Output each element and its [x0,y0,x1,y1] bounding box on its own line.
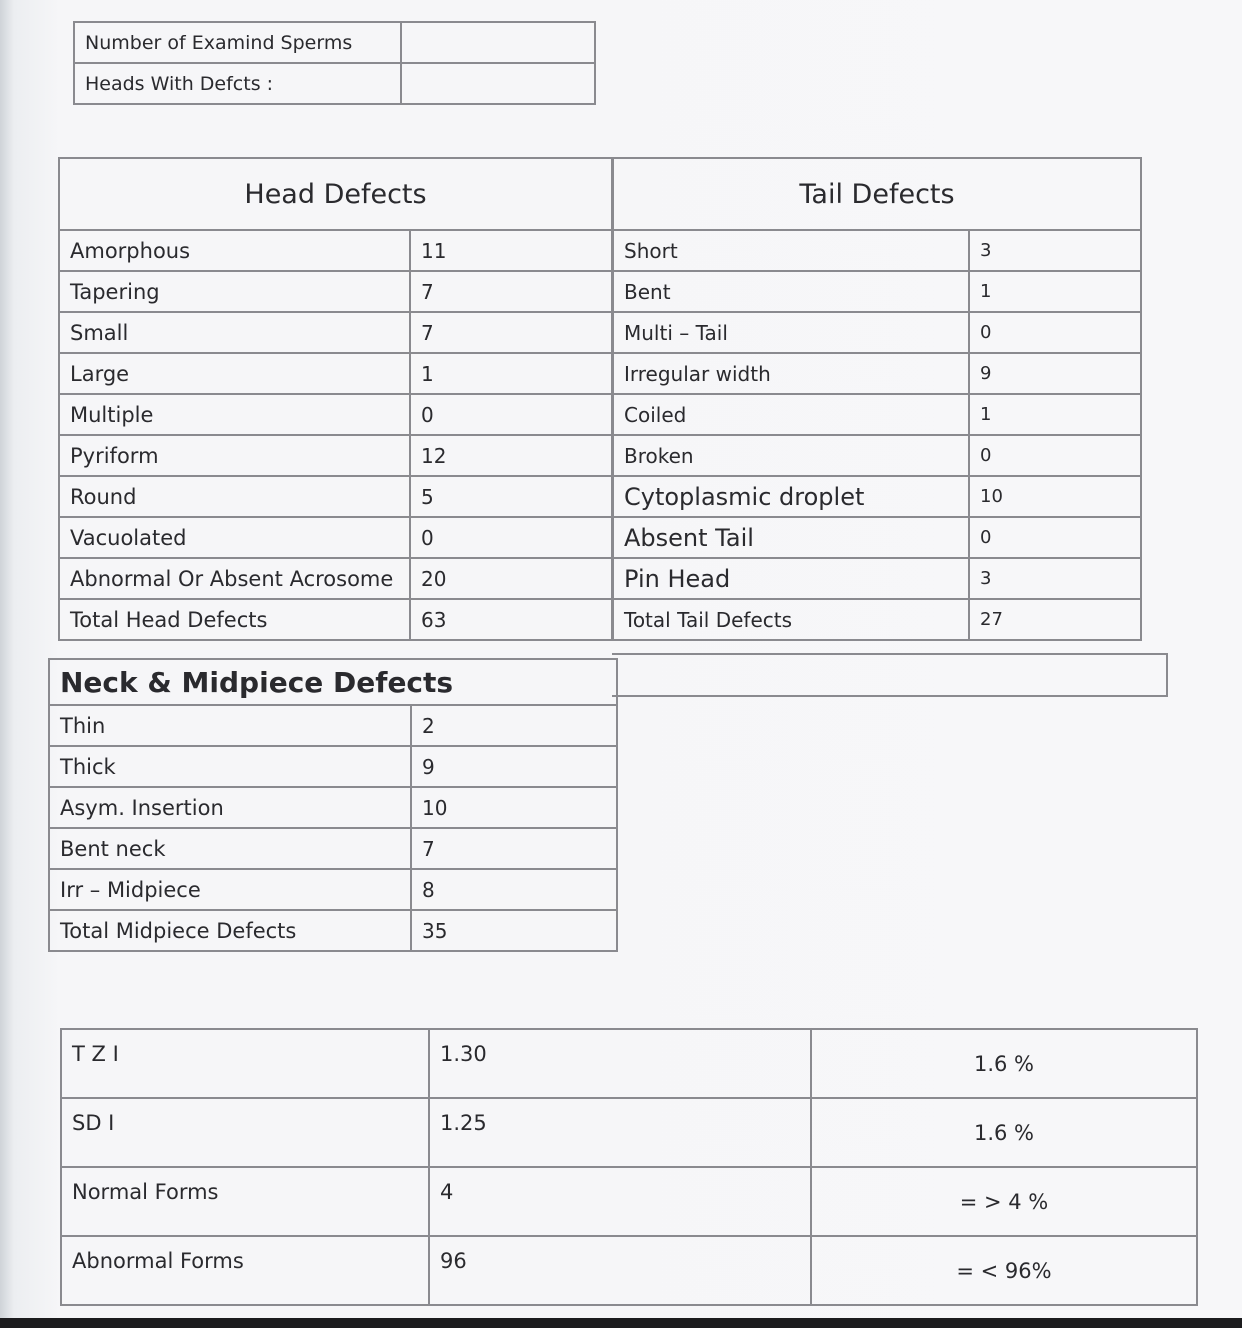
neck-row-value: 7 [411,828,617,869]
head-total-label: Total Head Defects [59,599,410,640]
tail-defects-title: Tail Defects [613,158,1141,230]
head-total-value: 63 [410,599,612,640]
tail-row-label: Absent Tail [613,517,969,558]
head-row-value: 7 [410,271,612,312]
table-total-row [59,599,612,640]
bottom-edge [0,1318,1242,1328]
neck-row-label: Irr – Midpiece [49,869,411,910]
tail-row-label: Pin Head [613,558,969,599]
head-row-value: 0 [410,517,612,558]
examined-sperms-label: Number of Examind Sperms [74,22,401,63]
table-row [613,517,1141,558]
tail-row-value: 1 [969,394,1141,435]
head-row-label: Small [59,312,410,353]
table-row [59,476,612,517]
normal-forms-value: 4 [429,1167,811,1236]
table-row [59,230,612,271]
table-row [49,869,617,910]
tail-row-label: Multi – Tail [613,312,969,353]
table-row [59,558,612,599]
neck-midpiece-defects-table [48,658,618,952]
table-header-row [49,659,617,705]
neck-midpiece-title: Neck & Midpiece Defects [49,659,617,705]
tail-row-label: Bent [613,271,969,312]
tail-total-label: Total Tail Defects [613,599,969,640]
table-row [49,746,617,787]
neck-row-value: 9 [411,746,617,787]
tail-row-value: 0 [969,517,1141,558]
tail-row-label: Cytoplasmic droplet [613,476,969,517]
tail-row-label: Short [613,230,969,271]
table-row [59,435,612,476]
head-row-label: Amorphous [59,230,410,271]
tail-row-label: Irregular width [613,353,969,394]
head-defects-title: Head Defects [59,158,612,230]
table-row [59,394,612,435]
table-row [59,353,612,394]
table-row [613,353,1141,394]
head-row-value: 7 [410,312,612,353]
table-row [74,22,595,63]
head-row-label: Vacuolated [59,517,410,558]
head-row-value: 1 [410,353,612,394]
sample-info-table [73,21,596,105]
tzi-label: T Z I [61,1029,429,1098]
tail-row-value: 0 [969,312,1141,353]
neck-title-extension [612,653,1168,697]
tail-total-value: 27 [969,599,1141,640]
table-total-row [613,599,1141,640]
head-row-label: Tapering [59,271,410,312]
table-row [49,705,617,746]
table-row [61,1167,1197,1236]
tail-row-value: 3 [969,230,1141,271]
sdi-reference: 1.6 % [811,1098,1197,1167]
table-row [61,1029,1197,1098]
tail-row-value: 3 [969,558,1141,599]
table-total-row [49,910,617,951]
head-row-label: Large [59,353,410,394]
tail-row-label: Coiled [613,394,969,435]
neck-row-value: 2 [411,705,617,746]
neck-row-value: 10 [411,787,617,828]
table-row [59,271,612,312]
tail-row-label: Broken [613,435,969,476]
head-defects-table [58,157,613,641]
table-row [613,435,1141,476]
heads-with-defects-label: Heads With Defcts : [74,63,401,104]
tzi-value: 1.30 [429,1029,811,1098]
abnormal-forms-label: Abnormal Forms [61,1236,429,1305]
table-row [61,1098,1197,1167]
head-row-value: 11 [410,230,612,271]
table-row [613,230,1141,271]
neck-total-label: Total Midpiece Defects [49,910,411,951]
head-row-label: Abnormal Or Absent Acrosome [59,558,410,599]
table-row [59,312,612,353]
heads-with-defects-value [401,63,595,104]
examined-sperms-value [401,22,595,63]
table-row [613,558,1141,599]
neck-row-value: 8 [411,869,617,910]
table-row [59,517,612,558]
neck-total-value: 35 [411,910,617,951]
table-row [74,63,595,104]
tzi-reference: 1.6 % [811,1029,1197,1098]
table-row [49,828,617,869]
table-row [613,394,1141,435]
table-row [613,271,1141,312]
tail-row-value: 0 [969,435,1141,476]
table-row [613,312,1141,353]
sdi-label: SD I [61,1098,429,1167]
head-row-value: 20 [410,558,612,599]
table-header-row [613,158,1141,230]
tail-row-value: 9 [969,353,1141,394]
neck-row-label: Thin [49,705,411,746]
table-row [613,476,1141,517]
tail-row-value: 1 [969,271,1141,312]
table-row [61,1236,1197,1305]
head-row-value: 0 [410,394,612,435]
tail-defects-table [612,157,1142,641]
head-row-value: 5 [410,476,612,517]
abnormal-forms-reference: = < 96% [811,1236,1197,1305]
neck-row-label: Asym. Insertion [49,787,411,828]
table-header-row [59,158,612,230]
table-row [49,787,617,828]
head-row-label: Multiple [59,394,410,435]
neck-row-label: Bent neck [49,828,411,869]
head-row-label: Round [59,476,410,517]
abnormal-forms-value: 96 [429,1236,811,1305]
normal-forms-reference: = > 4 % [811,1167,1197,1236]
neck-row-label: Thick [49,746,411,787]
sdi-value: 1.25 [429,1098,811,1167]
head-row-label: Pyriform [59,435,410,476]
summary-stats-table [60,1028,1198,1306]
head-row-value: 12 [410,435,612,476]
tail-row-value: 10 [969,476,1141,517]
normal-forms-label: Normal Forms [61,1167,429,1236]
